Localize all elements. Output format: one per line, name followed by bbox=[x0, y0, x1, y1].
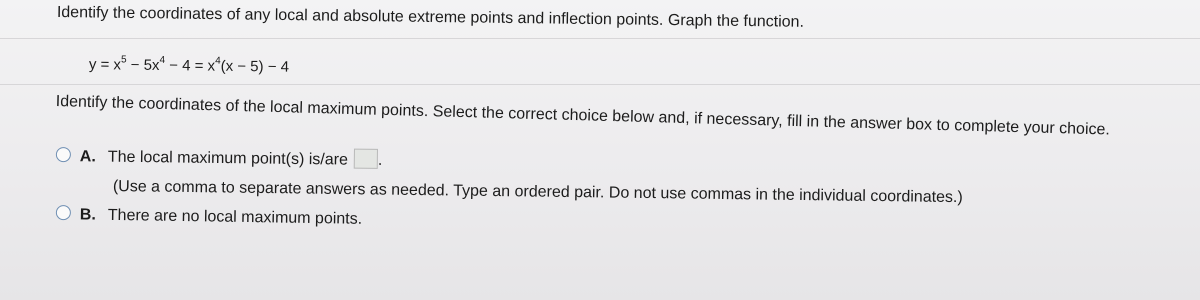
equation-y: y = x bbox=[88, 56, 122, 74]
choice-b-letter: B. bbox=[79, 206, 96, 224]
radio-choice-a[interactable] bbox=[56, 147, 71, 162]
choice-a-period: . bbox=[377, 151, 383, 169]
answer-input-box[interactable] bbox=[354, 149, 378, 169]
choice-a-instructions: (Use a comma to separate answers as needed. Type an ordered pair. Do not use commas in the individual coordinates.) bbox=[112, 178, 963, 207]
function-equation bbox=[89, 56, 289, 76]
choice-b-text: There are no local maximum points. bbox=[107, 206, 363, 228]
part-prompt: Identify the coordinates of the local maximum points. Select the correct choice below and, if necessary, fill in the answer box to complete your choice. bbox=[55, 93, 1111, 139]
equation-exponent: 4 bbox=[215, 55, 221, 67]
question-instruction: Identify the coordinates of any local and absolute extreme points and inflection points. Graph the function. bbox=[56, 4, 805, 31]
equation-exponent: 5 bbox=[120, 54, 127, 66]
equation-term: − 4 = x bbox=[164, 56, 216, 75]
equation-term: (x − 5) − 4 bbox=[220, 57, 290, 76]
choice-a-letter: A. bbox=[79, 148, 96, 166]
choice-a-text: The local maximum point(s) is/are bbox=[107, 148, 349, 169]
choice-b[interactable] bbox=[56, 205, 363, 229]
equation-term: − 5x bbox=[126, 56, 160, 74]
radio-choice-b[interactable] bbox=[56, 205, 71, 220]
equation-exponent: 4 bbox=[159, 54, 166, 66]
divider bbox=[0, 84, 1200, 85]
divider bbox=[0, 38, 1200, 39]
choice-a[interactable] bbox=[56, 145, 383, 170]
